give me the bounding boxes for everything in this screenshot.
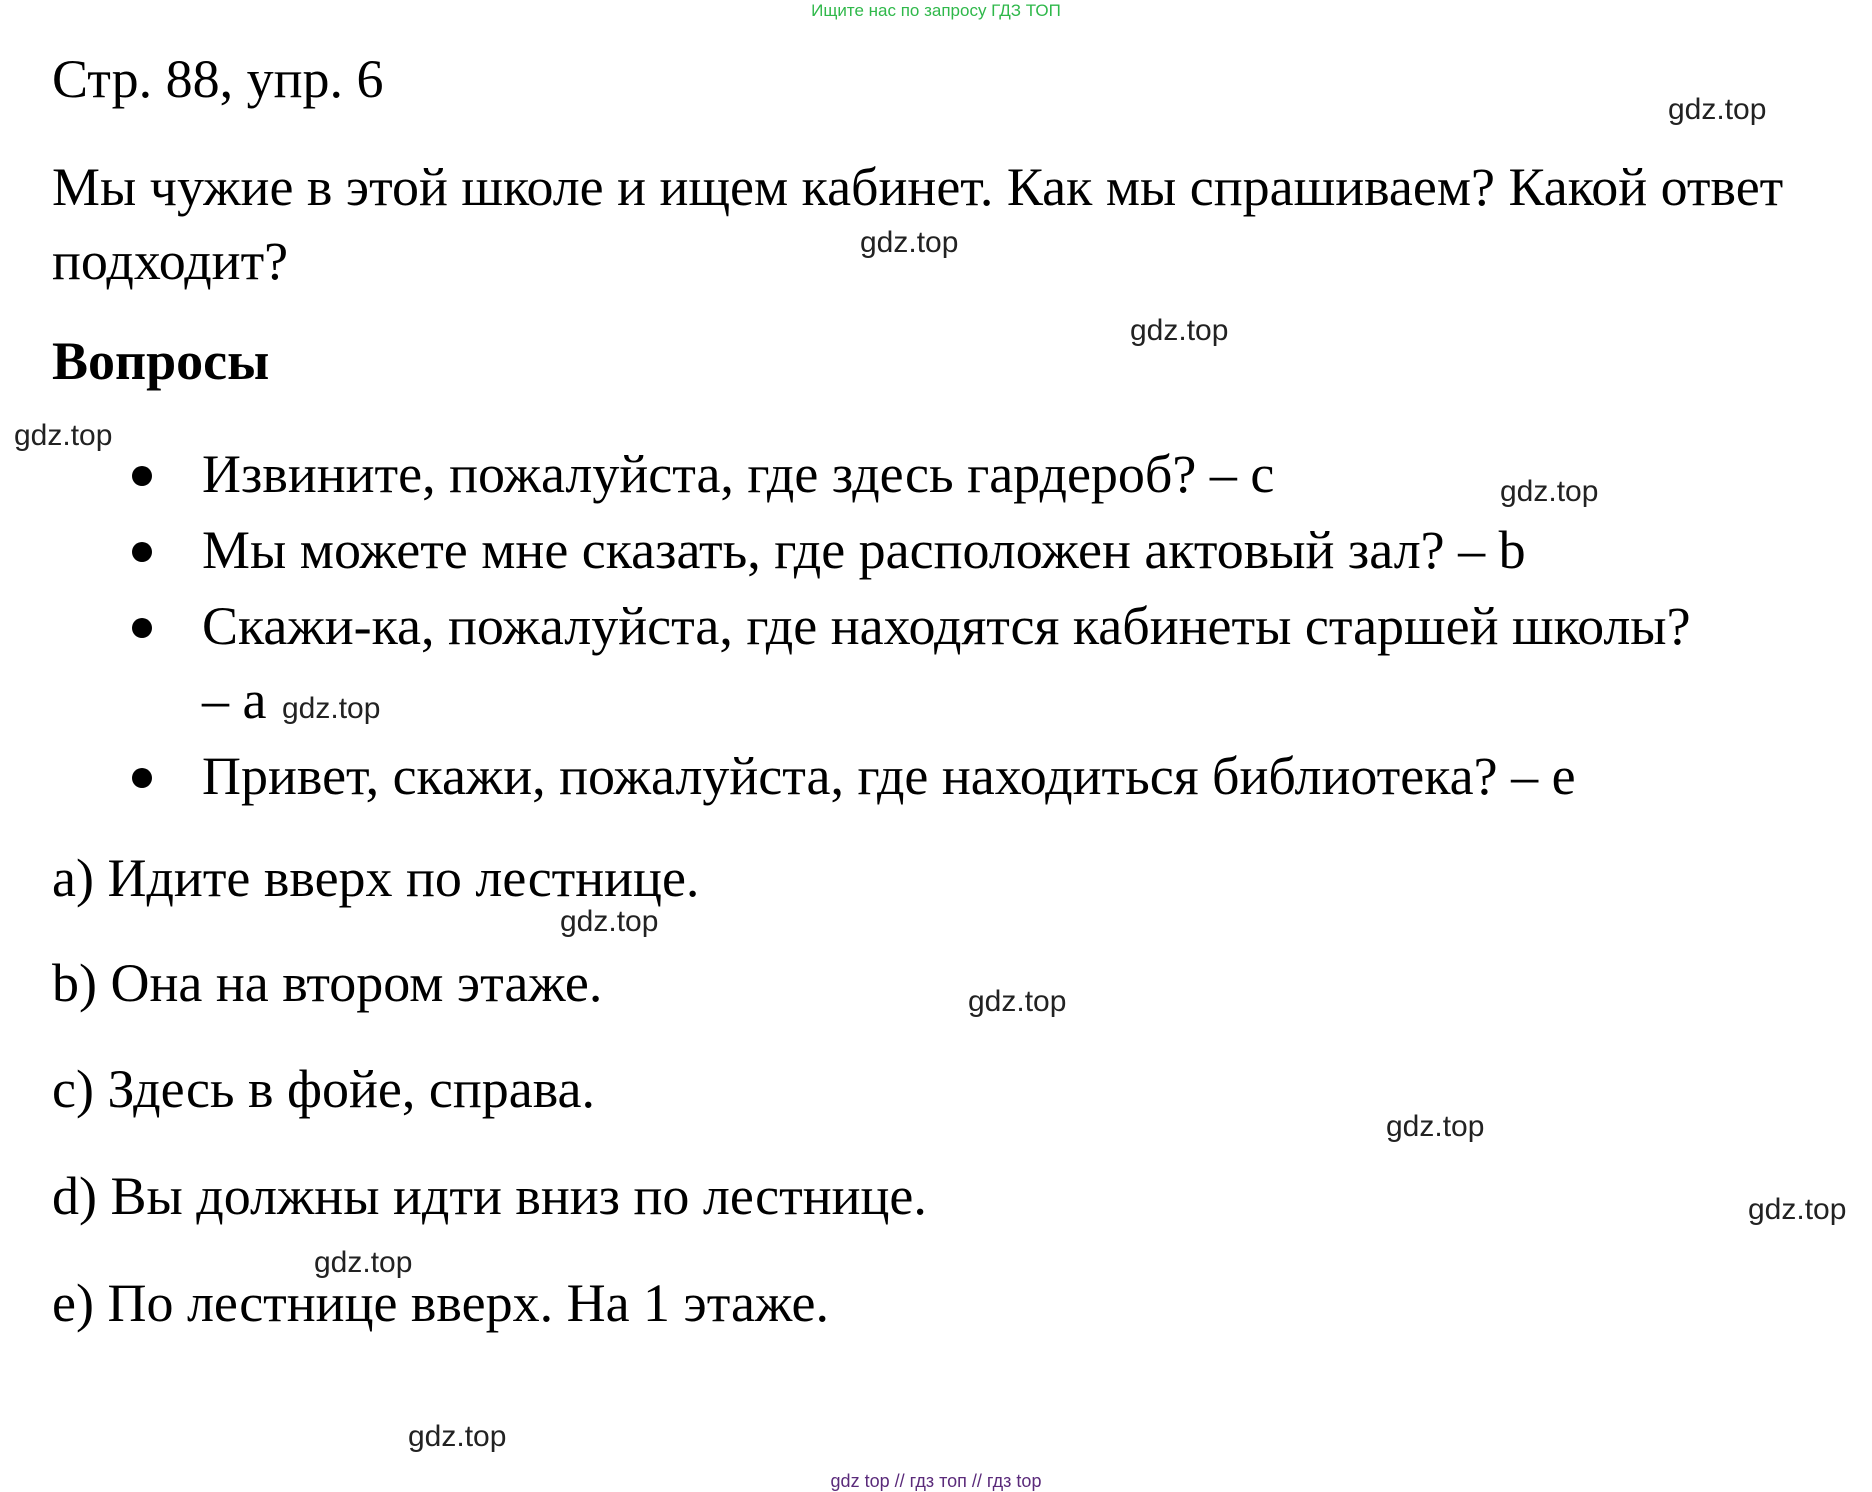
footer-watermark: gdz top // гдз топ // гдз top xyxy=(830,1471,1042,1491)
watermark: gdz.top xyxy=(560,905,659,938)
watermark: gdz.top xyxy=(968,985,1067,1018)
watermark: gdz.top xyxy=(14,419,113,452)
page-title: Стр. 88, упр. 6 xyxy=(52,49,384,109)
top-banner: Ищите нас по запросу ГДЗ ТОП xyxy=(811,1,1061,20)
question-item: Привет, скажи, пожалуйста, где находиться библиотека? – e xyxy=(202,746,1576,806)
task-text: Мы чужие в этой школе и ищем кабинет. Как мы спрашиваем? Какой ответ подходит? xyxy=(52,157,1784,291)
watermark: gdz.top xyxy=(1386,1110,1485,1143)
answer-item: e) По лестнице вверх. На 1 этаже. xyxy=(52,1273,830,1333)
watermark: gdz.top xyxy=(1130,314,1229,347)
questions-heading: Вопросы xyxy=(52,331,270,391)
answer-item: d) Вы должны идти вниз по лестнице. xyxy=(52,1166,927,1226)
bullet-icon xyxy=(132,618,152,638)
answer-item: b) Она на втором этаже. xyxy=(52,953,603,1013)
watermark: gdz.top xyxy=(1748,1193,1847,1226)
watermark: gdz.top xyxy=(314,1246,413,1279)
question-item: Скажи-ка, пожалуйста, где находятся кабинеты старшей школы? xyxy=(202,596,1691,656)
answer-item: a) Идите вверх по лестнице. xyxy=(52,848,700,908)
bullet-icon xyxy=(132,768,152,788)
watermark: gdz.top xyxy=(1500,475,1599,508)
watermark: gdz.top xyxy=(1668,93,1767,126)
bullet-icon xyxy=(132,466,152,486)
answer-item: c) Здесь в фойе, справа. xyxy=(52,1059,595,1119)
watermark: gdz.top xyxy=(408,1420,507,1453)
watermark: gdz.top xyxy=(282,692,381,725)
question-item: Мы можете мне сказать, где расположен актовый зал? – b xyxy=(202,520,1526,580)
watermark: gdz.top xyxy=(860,226,959,259)
question-item: Извините, пожалуйста, где здесь гардероб? – c xyxy=(202,444,1275,504)
bullet-icon xyxy=(132,542,152,562)
question-item-continuation: – a xyxy=(202,670,267,730)
